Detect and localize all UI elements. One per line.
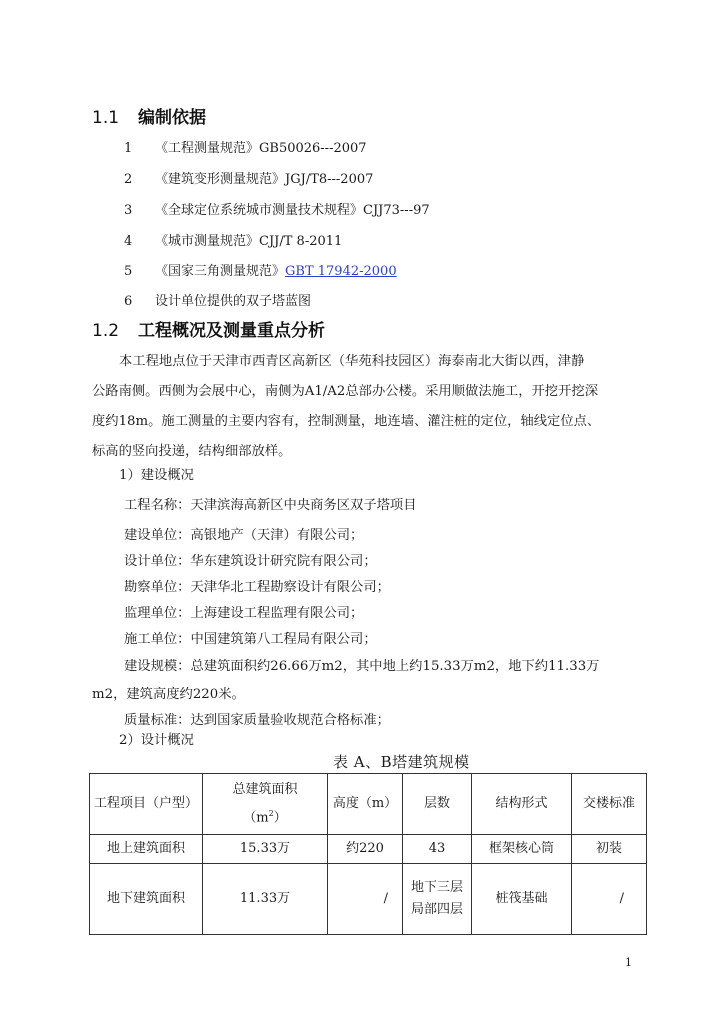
project-info-line: 工程名称：天津滨海高新区中央商务区双子塔项目 <box>124 498 417 513</box>
table-cell: / <box>572 864 647 935</box>
project-info-line: 监理单位：上海建设工程监理有限公司； <box>124 606 364 621</box>
overview-line: 公路南侧。西侧为会展中心，南侧为A1/A2总部办公楼。采用顺做法施工，开挖开挖深 <box>92 384 598 399</box>
page-number: 1 <box>625 956 632 969</box>
header-cell: 结构形式 <box>472 774 572 835</box>
table-cell: 43 <box>403 835 472 864</box>
section-heading-1-2 <box>92 316 325 341</box>
reference-item: 6 设计单位提供的双子塔蓝图 <box>124 294 312 309</box>
project-info-line: 设计单位：华东建筑设计研究院有限公司； <box>124 554 377 569</box>
section-heading-1-1 <box>92 103 206 128</box>
quality-standard: 质量标准：达到国家质量验收规范合格标准； <box>124 713 390 728</box>
section-number: 1.2 <box>92 321 120 341</box>
table-cell: 桩筏基础 <box>472 864 572 935</box>
table-cell: 地上建筑面积 <box>90 835 203 864</box>
table-header-row <box>90 774 647 835</box>
reference-item: 4 《城市测量规范》CJJ/T 8-2011 <box>124 234 343 249</box>
scale-line: 建设规模：总建筑面积约26.66万m2，其中地上约15.33万m2，地下约11.33万 <box>124 659 600 674</box>
overview-line: 本工程地点位于天津市西青区高新区（华苑科技园区）海泰南北大街以西，津静 <box>119 354 585 369</box>
standard-link[interactable]: GBT 17942-2000 <box>285 264 397 279</box>
section-title: 编制依据 <box>138 108 206 128</box>
overview-line: 度约18m。施工测量的主要内容有，控制测量，地连墙、灌注桩的定位，轴线定位点、 <box>92 414 601 429</box>
building-scale-table <box>89 773 647 935</box>
project-info-line: 勘察单位：天津华北工程勘察设计有限公司； <box>124 580 390 595</box>
header-cell: 总建筑面积 $(m^2)$ <box>203 774 328 835</box>
table-row <box>90 835 647 864</box>
table-cell: 地下三层 局部四层 <box>403 864 472 935</box>
table-cell: 15.33万 <box>203 835 328 864</box>
subheading-design: 2）设计概况 <box>119 733 194 748</box>
section-number: 1.1 <box>92 108 120 128</box>
scale-line: m2，建筑高度约220米。 <box>92 687 245 702</box>
table-cell: 11.33万 <box>203 864 328 935</box>
reference-item: 2 《建筑变形测量规范》JGJ/T8---2007 <box>124 172 374 187</box>
header-cell: 交楼标准 <box>572 774 647 835</box>
project-info-line: 建设单位：高银地产（天津）有限公司； <box>124 528 364 543</box>
overview-line: 标高的竖向投递，结构细部放样。 <box>92 444 292 459</box>
header-cell: 高度（m） <box>328 774 403 835</box>
table-row <box>90 864 647 935</box>
reference-item: 5 《国家三角测量规范》GBT 17942-2000 <box>124 264 397 279</box>
table-caption: 表 A、B塔建筑规模 <box>333 753 470 771</box>
project-info-line: 施工单位：中国建筑第八工程局有限公司； <box>124 632 377 647</box>
section-title: 工程概况及测量重点分析 <box>138 321 325 341</box>
table-cell: 初装 <box>572 835 647 864</box>
header-cell: 层数 <box>403 774 472 835</box>
header-cell: 工程项目（户型） <box>90 774 203 835</box>
table-cell: / <box>328 864 403 935</box>
table-cell: 约220 <box>328 835 403 864</box>
table-cell: 地下建筑面积 <box>90 864 203 935</box>
reference-item: 1 《工程测量规范》GB50026---2007 <box>124 141 367 156</box>
subheading-construction: 1）建设概况 <box>119 468 194 483</box>
table-cell: 框架核心筒 <box>472 835 572 864</box>
reference-item: 3 《全球定位系统城市测量技术规程》CJJ73---97 <box>124 203 430 218</box>
